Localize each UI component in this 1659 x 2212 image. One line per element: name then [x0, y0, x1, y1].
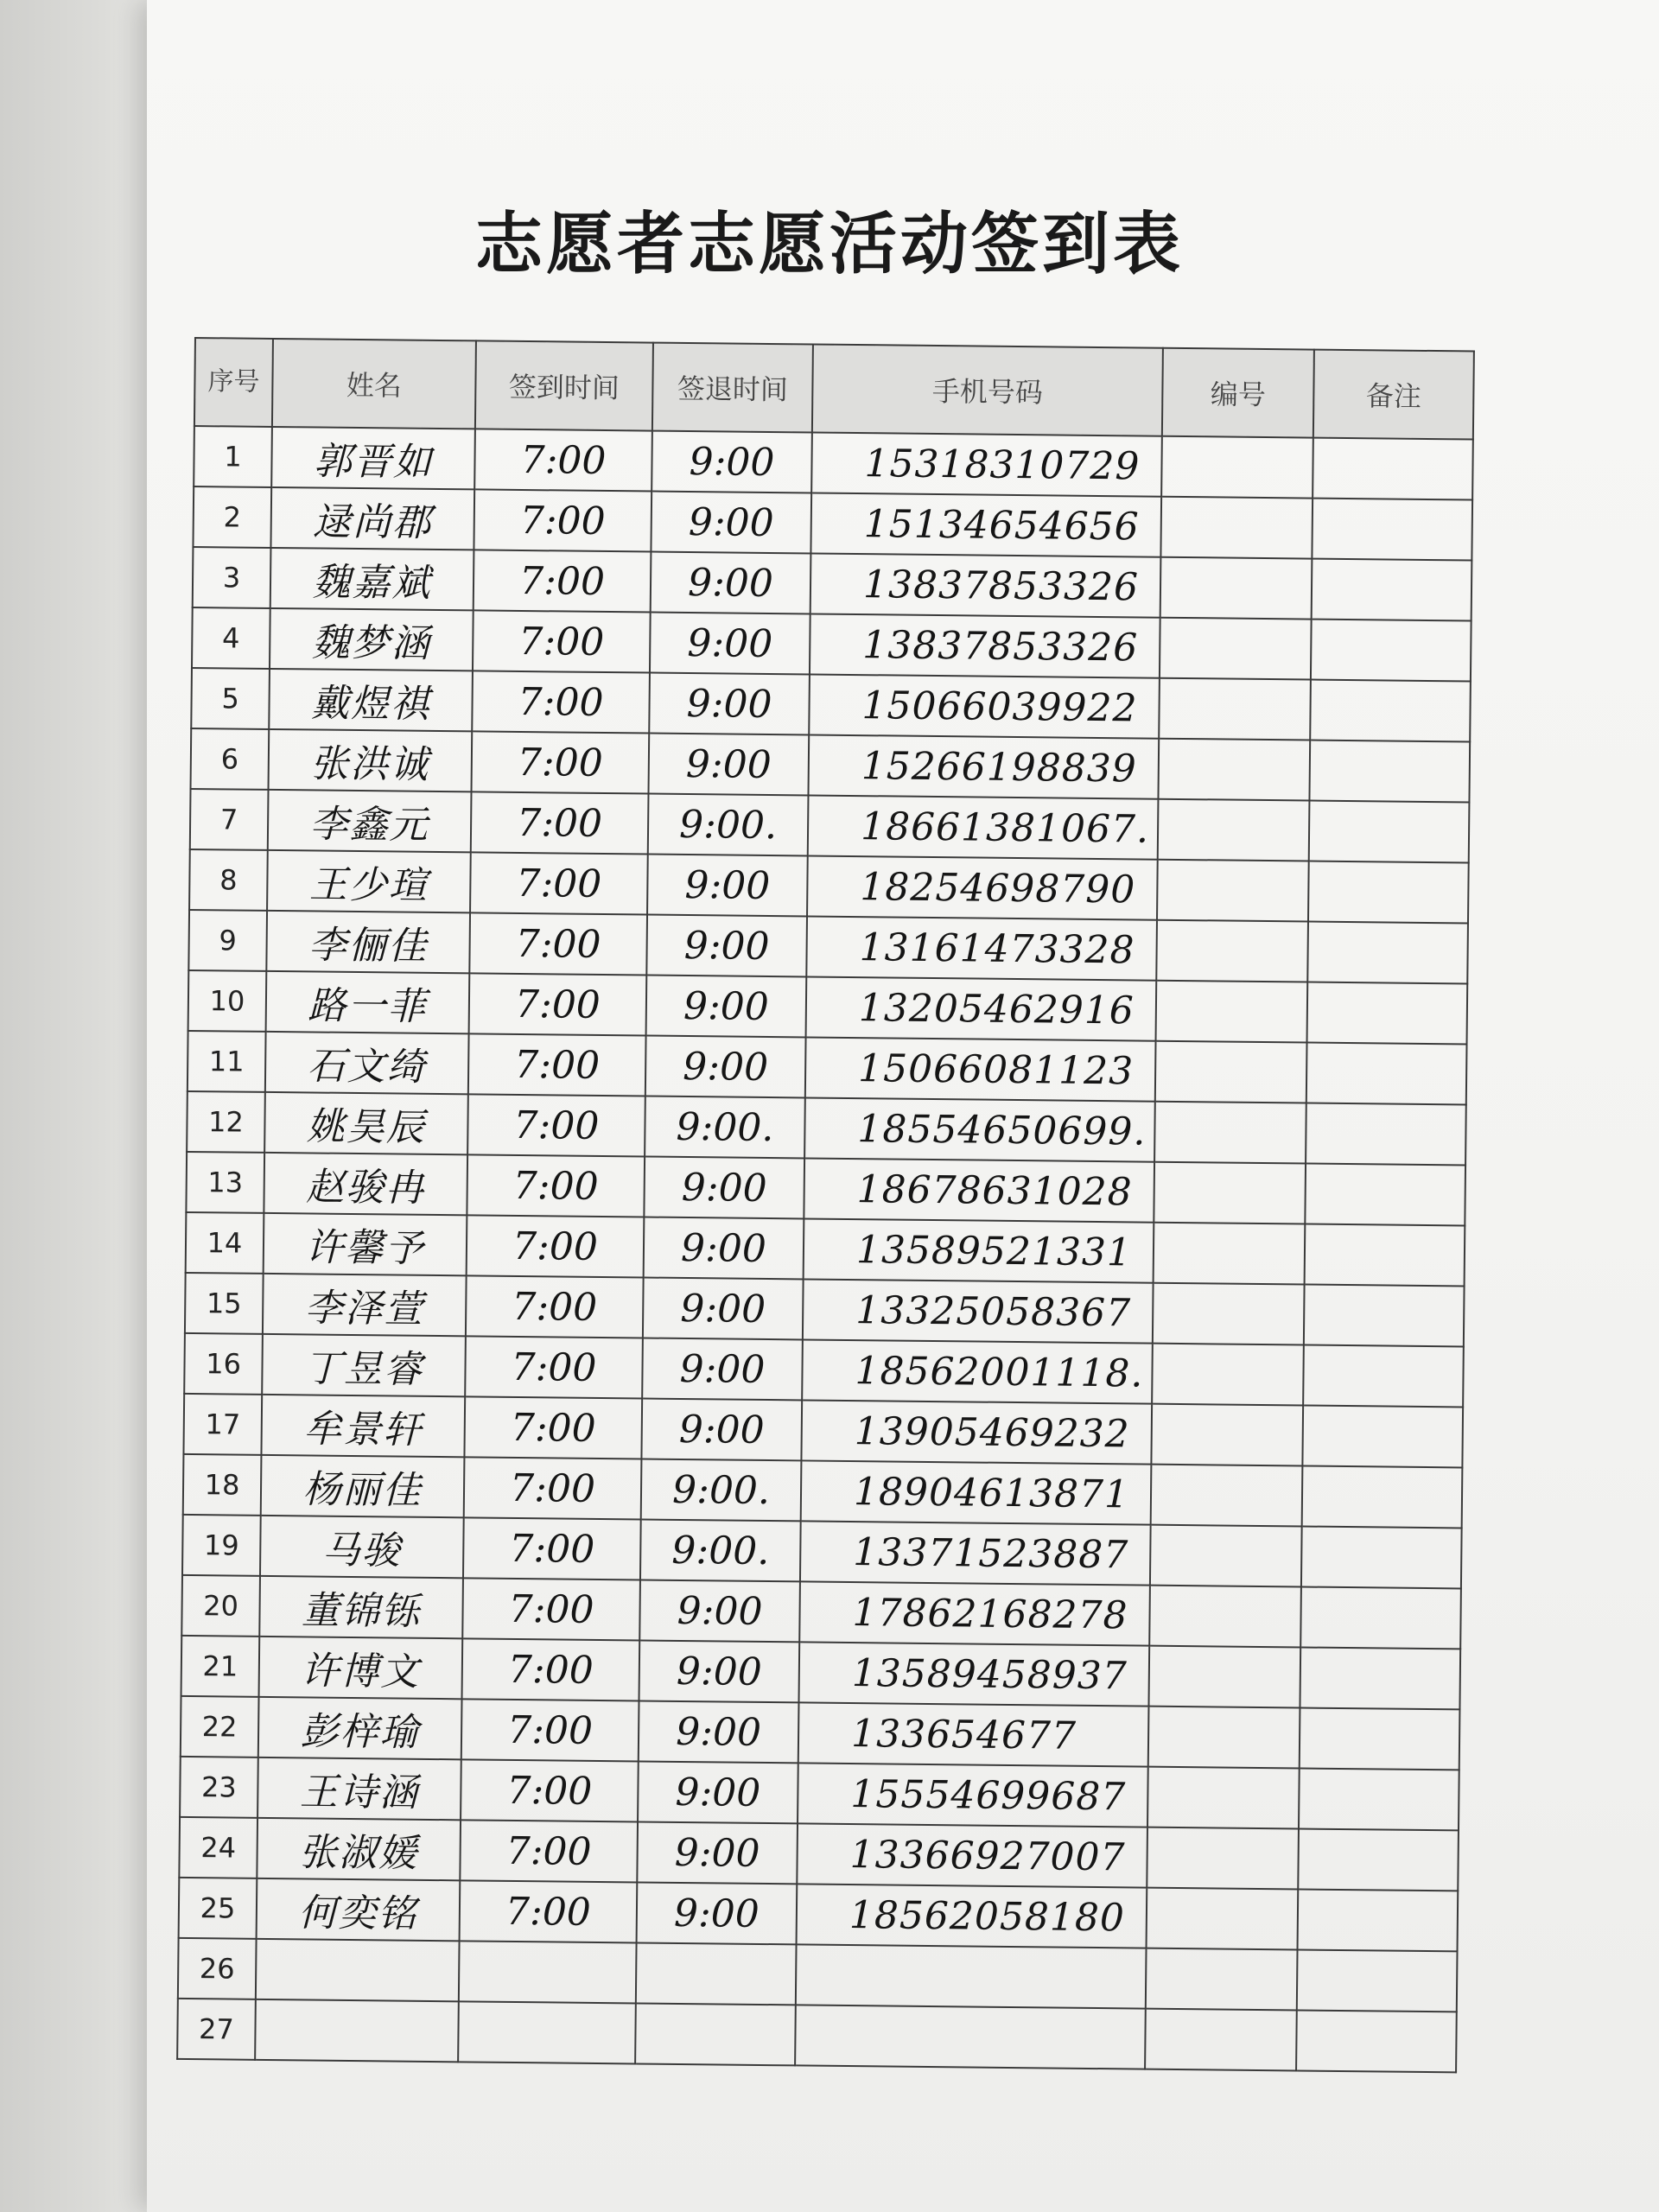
row-remark: [1302, 1466, 1463, 1529]
row-name: 姚昊辰: [264, 1092, 468, 1154]
row-seq: 19: [182, 1515, 261, 1576]
row-phone: 18678631028: [804, 1158, 1154, 1222]
row-remark: [1298, 1889, 1459, 1951]
row-remark: [1300, 1707, 1460, 1770]
row-seq: 9: [188, 910, 267, 971]
row-sign-out-time: 9:00: [652, 431, 812, 493]
row-code: [1154, 1102, 1306, 1164]
row-phone: 15066039922: [809, 674, 1160, 738]
row-name: 魏嘉斌: [270, 548, 474, 610]
row-remark: [1303, 1345, 1464, 1408]
row-sign-out-time: 9:00: [642, 1338, 803, 1400]
row-remark: [1305, 1224, 1465, 1287]
row-seq: 26: [178, 1938, 257, 1999]
row-code: [1156, 920, 1308, 982]
row-sign-in-time: 7:00: [460, 1820, 638, 1882]
row-seq: 6: [191, 728, 270, 790]
row-sign-out-time: 9:00: [637, 1882, 798, 1944]
row-phone: [795, 2005, 1146, 2069]
row-seq: 22: [181, 1696, 259, 1758]
row-phone: 18904613871: [801, 1460, 1152, 1524]
row-code: [1157, 860, 1309, 922]
row-name: 路一菲: [266, 971, 470, 1033]
row-name: 张洪诚: [269, 729, 473, 791]
table-row: [177, 1999, 1457, 2072]
row-phone: 13837853326: [810, 613, 1160, 677]
row-phone: 18254698790: [807, 855, 1158, 919]
row-name: 彭梓瑜: [258, 1697, 462, 1759]
row-remark: [1300, 1586, 1461, 1649]
row-phone: 13366927007: [797, 1823, 1147, 1887]
row-sign-out-time: 9:00: [645, 1036, 806, 1098]
row-sign-in-time: 7:00: [470, 852, 648, 914]
row-sign-out-time: 9:00: [644, 1217, 804, 1280]
row-name: [256, 1939, 460, 2001]
row-seq: 4: [192, 607, 270, 669]
row-remark: [1306, 1103, 1466, 1166]
row-seq: 7: [190, 789, 269, 850]
row-sign-out-time: 9:00: [649, 673, 810, 735]
row-sign-out-time: 9:00.: [641, 1459, 802, 1521]
row-seq: 11: [188, 1031, 266, 1092]
row-code: [1146, 1948, 1298, 2011]
row-remark: [1296, 2010, 1457, 2072]
row-sign-in-time: 7:00: [474, 429, 652, 491]
row-phone: 13205462916: [806, 976, 1157, 1040]
row-remark: [1298, 1828, 1459, 1891]
row-remark: [1304, 1285, 1465, 1347]
row-phone: 15134654656: [810, 493, 1161, 556]
row-name: 董锦铄: [259, 1576, 463, 1638]
row-sign-out-time: 9:00.: [645, 1096, 805, 1159]
row-remark: [1312, 559, 1472, 621]
row-code: [1150, 1525, 1302, 1587]
row-sign-out-time: 9:00: [647, 855, 808, 917]
row-code: [1153, 1283, 1305, 1345]
row-sign-out-time: [636, 1942, 797, 2005]
row-phone: 13589458937: [798, 1642, 1149, 1706]
sign-in-table: [176, 337, 1475, 2073]
row-code: [1154, 1162, 1306, 1224]
row-sign-in-time: 7:00: [462, 1638, 640, 1700]
row-code: [1152, 1344, 1304, 1406]
row-sign-out-time: 9:00: [639, 1700, 799, 1763]
row-name: 李泽萱: [263, 1274, 467, 1336]
row-sign-in-time: [458, 2001, 636, 2063]
row-sign-out-time: 9:00: [648, 734, 809, 796]
row-phone: [796, 1944, 1147, 2008]
row-sign-in-time: 7:00: [462, 1578, 640, 1640]
row-phone: 13325058367: [803, 1279, 1154, 1343]
row-phone: 15318310729: [811, 432, 1162, 496]
row-sign-in-time: 7:00: [466, 1275, 644, 1338]
row-name: [255, 1999, 459, 2062]
row-sign-in-time: 7:00: [474, 550, 652, 612]
row-seq: 25: [179, 1878, 257, 1939]
row-code: [1154, 1223, 1306, 1285]
row-name: 牟景轩: [261, 1395, 465, 1457]
header-name: 姓名: [272, 339, 476, 429]
row-name: 石文绮: [265, 1032, 469, 1094]
row-remark: [1306, 1043, 1467, 1105]
header-sign-in-time: 签到时间: [475, 340, 653, 430]
row-sign-in-time: 7:00: [461, 1759, 639, 1821]
header-seq: 序号: [194, 338, 273, 427]
row-sign-in-time: 7:00: [467, 1094, 645, 1156]
row-name: 许馨予: [264, 1213, 467, 1275]
row-phone: 18554650699.: [804, 1097, 1155, 1161]
row-phone: 17862168278: [799, 1581, 1150, 1645]
row-code: [1147, 1767, 1300, 1829]
row-seq: 2: [193, 486, 271, 548]
row-remark: [1313, 438, 1473, 500]
row-sign-out-time: 9:00: [641, 1398, 802, 1460]
row-sign-in-time: 7:00: [469, 912, 647, 975]
row-seq: 8: [189, 849, 268, 911]
row-seq: 14: [186, 1212, 264, 1274]
row-remark: [1299, 1768, 1459, 1830]
row-sign-out-time: 9:00: [646, 976, 807, 1038]
row-seq: 16: [184, 1333, 263, 1395]
row-phone: 18562058180: [797, 1884, 1147, 1948]
row-phone: 15554699687: [798, 1763, 1148, 1827]
row-sign-in-time: 7:00: [461, 1699, 639, 1761]
row-name: 郭晋如: [271, 427, 475, 489]
row-name: 王诗涵: [257, 1758, 461, 1820]
row-seq: 17: [183, 1394, 262, 1455]
row-sign-in-time: 7:00: [467, 1154, 645, 1217]
row-name: 许博文: [259, 1637, 463, 1699]
row-remark: [1308, 861, 1469, 924]
row-sign-in-time: 7:00: [471, 791, 649, 854]
row-phone: 15266198839: [808, 734, 1159, 798]
row-name: 王少瑄: [267, 850, 471, 912]
header-code: 编号: [1162, 348, 1314, 438]
row-sign-out-time: 9:00: [646, 915, 807, 977]
row-sign-out-time: 9:00.: [648, 794, 809, 856]
row-sign-in-time: [459, 1941, 637, 2003]
row-code: [1147, 1888, 1299, 1950]
row-name: 张淑媛: [257, 1818, 461, 1880]
row-sign-out-time: 9:00: [643, 1278, 804, 1340]
paper-edge: [0, 0, 147, 2212]
row-name: 逯尚郡: [270, 487, 474, 550]
row-remark: [1309, 801, 1470, 863]
row-sign-out-time: 9:00: [637, 1821, 798, 1884]
header-phone: 手机号码: [812, 344, 1163, 435]
row-name: 魏梦涵: [270, 608, 474, 671]
row-sign-out-time: 9:00: [639, 1640, 799, 1702]
row-remark: [1309, 741, 1470, 803]
row-remark: [1297, 1949, 1458, 2012]
row-seq: 27: [177, 1999, 256, 2060]
row-seq: 1: [194, 426, 272, 487]
row-name: 赵骏冉: [264, 1153, 467, 1215]
row-name: 戴煜祺: [269, 669, 473, 731]
row-code: [1160, 618, 1312, 680]
row-seq: 3: [193, 547, 271, 608]
row-sign-in-time: 7:00: [463, 1517, 641, 1580]
row-code: [1155, 1041, 1307, 1103]
row-code: [1148, 1707, 1300, 1769]
row-sign-in-time: 7:00: [464, 1396, 642, 1459]
row-seq: 13: [186, 1152, 264, 1213]
row-sign-in-time: 7:00: [460, 1880, 638, 1942]
row-seq: 5: [191, 668, 270, 729]
row-phone: 15066081123: [805, 1037, 1156, 1101]
row-phone: 18661381067.: [808, 795, 1159, 859]
row-seq: 24: [179, 1817, 257, 1878]
row-code: [1149, 1586, 1301, 1648]
header-sign-out-time: 签退时间: [652, 343, 813, 433]
row-code: [1156, 981, 1308, 1043]
row-phone: 13905469232: [801, 1400, 1152, 1464]
row-name: 杨丽佳: [261, 1455, 465, 1517]
page-title: 志愿者志愿活动签到表: [474, 206, 1184, 283]
row-name: 何奕铭: [257, 1878, 461, 1941]
row-remark: [1307, 922, 1468, 984]
row-seq: 10: [188, 970, 267, 1032]
row-sign-in-time: 7:00: [473, 610, 651, 672]
row-remark: [1305, 1164, 1465, 1226]
row-sign-out-time: 9:00: [638, 1761, 798, 1823]
row-code: [1158, 739, 1310, 801]
row-phone: 13371523887: [800, 1521, 1151, 1585]
row-phone: 13161473328: [806, 916, 1157, 980]
row-sign-out-time: 9:00: [651, 552, 811, 614]
row-code: [1148, 1646, 1300, 1708]
row-seq: 20: [181, 1575, 260, 1637]
row-sign-in-time: 7:00: [468, 1033, 646, 1096]
row-sign-out-time: 9:00: [639, 1580, 800, 1642]
row-sign-out-time: 9:00.: [640, 1519, 801, 1581]
row-remark: [1311, 620, 1471, 682]
row-code: [1145, 2009, 1297, 2071]
row-seq: 18: [183, 1454, 262, 1516]
row-name: 马骏: [260, 1516, 464, 1578]
table-body: [177, 426, 1473, 2072]
row-code: [1160, 497, 1313, 559]
row-phone: 18562001118.: [802, 1339, 1153, 1403]
row-remark: [1310, 680, 1471, 742]
row-sign-out-time: 9:00: [651, 492, 811, 554]
row-code: [1151, 1465, 1303, 1527]
row-sign-in-time: 7:00: [464, 1457, 642, 1519]
row-sign-out-time: 9:00: [650, 613, 810, 675]
row-name: 李俪佳: [266, 911, 470, 973]
row-phone: 133654677: [798, 1702, 1149, 1766]
row-remark: [1307, 982, 1468, 1045]
row-code: [1160, 557, 1313, 620]
row-remark: [1302, 1406, 1463, 1468]
row-seq: 21: [181, 1636, 260, 1697]
row-remark: [1301, 1526, 1462, 1588]
row-sign-in-time: 7:00: [472, 731, 650, 793]
row-code: [1151, 1404, 1303, 1466]
row-remark: [1312, 499, 1472, 561]
row-seq: 15: [185, 1273, 264, 1334]
row-sign-out-time: [635, 2003, 796, 2065]
row-code: [1158, 799, 1310, 861]
row-name: 李鑫元: [268, 790, 472, 852]
row-phone: 13837853326: [810, 553, 1161, 617]
row-seq: 12: [187, 1091, 265, 1153]
row-sign-in-time: 7:00: [469, 973, 647, 1035]
row-seq: 23: [180, 1757, 258, 1818]
row-sign-in-time: 7:00: [467, 1215, 645, 1277]
row-code: [1161, 436, 1313, 499]
row-sign-out-time: 9:00: [644, 1157, 804, 1219]
row-phone: 13589521331: [804, 1218, 1154, 1282]
row-code: [1147, 1827, 1299, 1890]
header-remark: 备注: [1313, 350, 1474, 440]
table-header-row: [194, 338, 1474, 439]
row-sign-in-time: 7:00: [465, 1336, 643, 1398]
row-sign-in-time: 7:00: [472, 671, 650, 733]
row-code: [1159, 678, 1311, 741]
sign-in-table-wrapper: [176, 337, 1475, 2073]
row-name: 丁昱睿: [262, 1334, 466, 1396]
row-remark: [1300, 1647, 1460, 1709]
row-sign-in-time: 7:00: [474, 489, 652, 551]
